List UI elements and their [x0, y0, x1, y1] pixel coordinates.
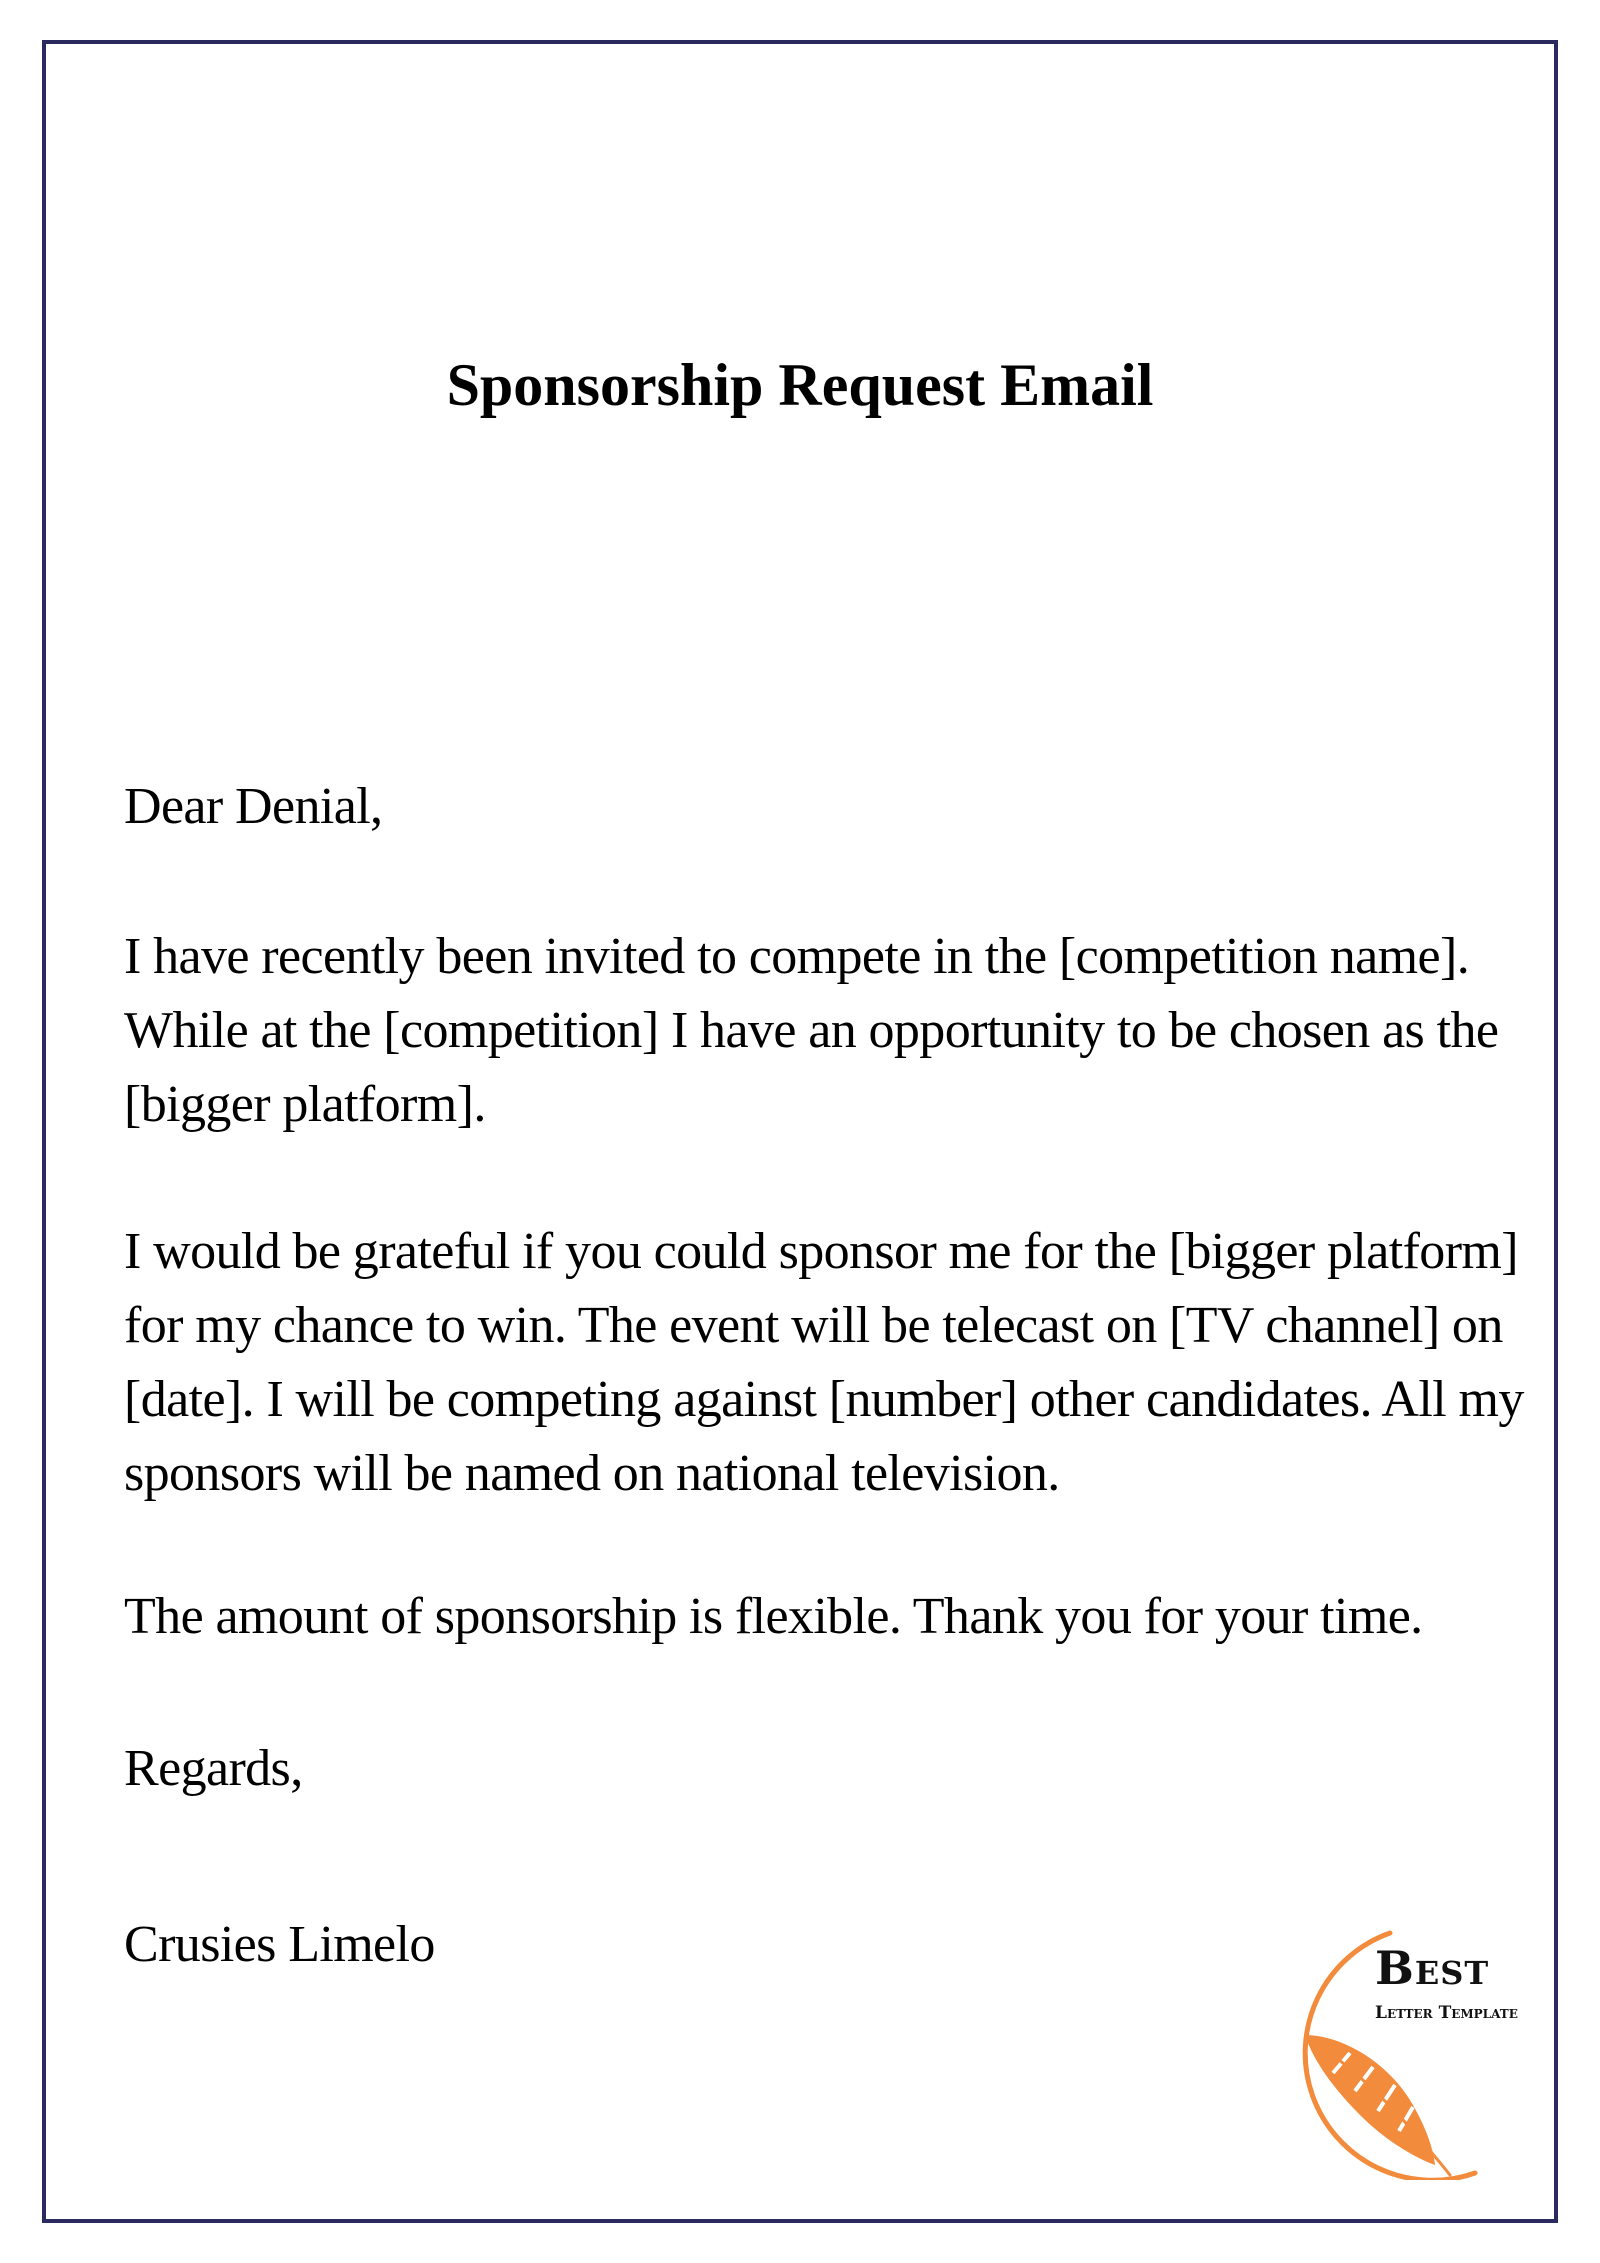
document-title: Sponsorship Request Email	[446, 352, 1154, 418]
paragraph-1-line: [bigger platform].	[124, 1076, 486, 1133]
closing: Regards,	[124, 1740, 303, 1797]
paragraph-2-line: I would be grateful if you could sponsor me for the [bigger platform]	[124, 1223, 1518, 1280]
paragraph-2-line: [date]. I will be competing against [number] other candidates. All my	[124, 1371, 1524, 1428]
salutation: Dear Denial,	[124, 778, 383, 835]
logo-brand-sub: Letter Template	[1375, 2003, 1518, 2023]
paragraph-2-line: for my chance to win. The event will be telecast on [TV channel] on	[124, 1297, 1503, 1354]
paragraph-2-line: sponsors will be named on national television.	[124, 1445, 1060, 1502]
paragraph-1-line: While at the [competition] I have an opportunity to be chosen as the	[124, 1002, 1499, 1059]
logo-brand-word: Best	[1375, 1941, 1490, 1995]
paragraph-1-line: I have recently been invited to compete in the [competition name].	[124, 928, 1470, 985]
paragraph-2	[124, 1215, 1524, 1511]
brand-logo	[1245, 1925, 1565, 2180]
paragraph-1	[124, 920, 1514, 1142]
signature: Crusies Limelo	[124, 1916, 435, 1973]
paragraph-3: The amount of sponsorship is flexible. Thank you for your time.	[124, 1588, 1423, 1645]
